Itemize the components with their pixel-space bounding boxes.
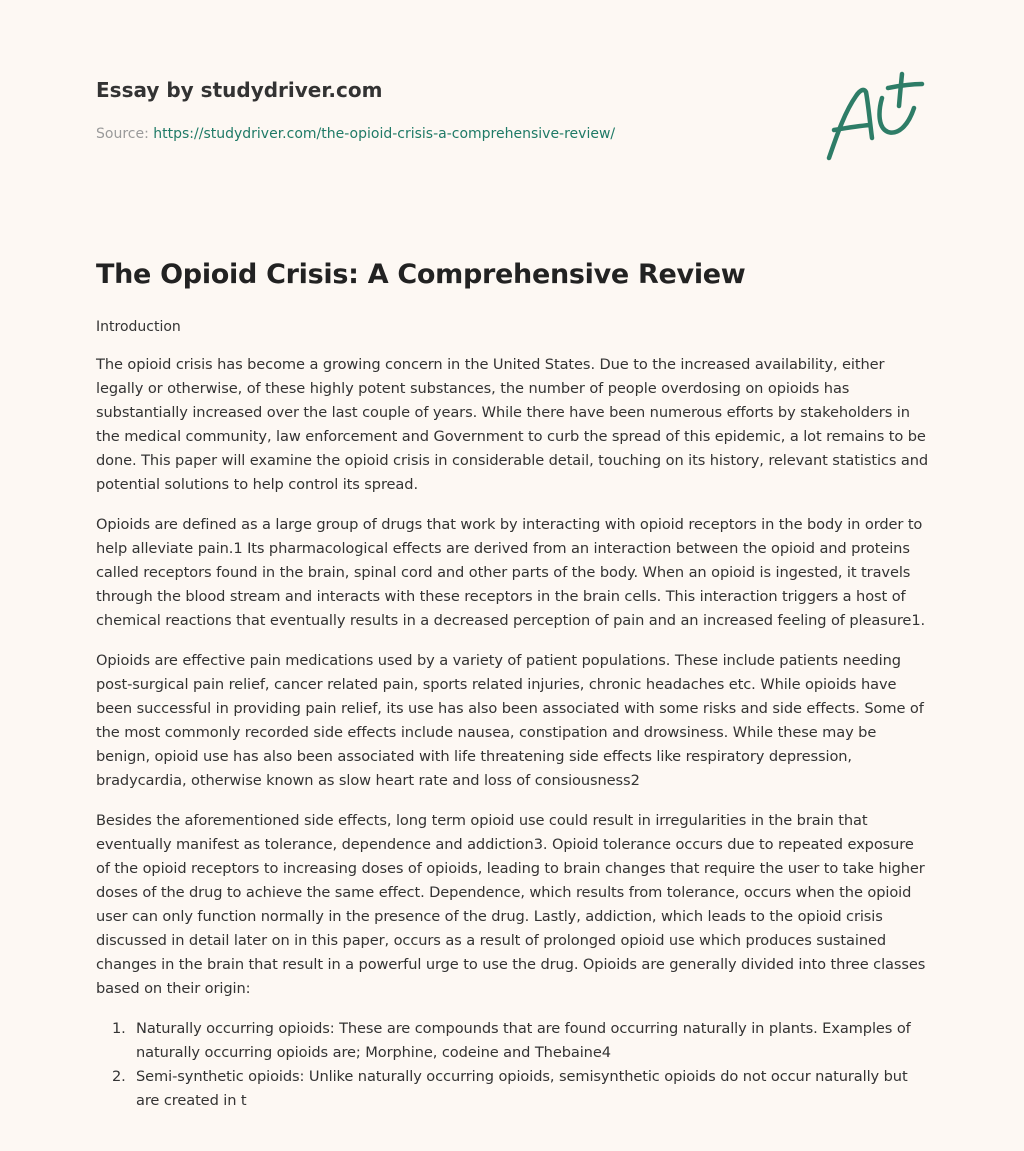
list-item-number: 1. bbox=[112, 1020, 126, 1037]
source-line bbox=[96, 124, 816, 144]
paragraph: The opioid crisis has become a growing concern in the United States. Due to the increased availability, either legally or otherwise, of these highly potent substances, the number of people overdosing on opioids has substantially increased over the last couple of years. While there have been numerous efforts by stakeholders in the medical community, law enforcement and Government to curb the spread of this epidemic, a lot remains to be done. This paper will examine the opioid crisis in considerable detail, touching on its history, relevant statistics and potential solutions to help control its spread. bbox=[96, 356, 929, 493]
list-item-number: 2. bbox=[112, 1068, 126, 1085]
paragraph: Besides the aforementioned side effects, long term opioid use could result in irregularities in the brain that eventually manifest as tolerance, dependence and addiction3. Opioid tolerance occurs due to repeated exposure of the opioid receptors to increasing doses of opioids, leading to brain changes that require the user to take higher doses of the drug to achieve the same effect. Dependence, which results from tolerance, occurs when the opioid user can only function normally in the presence of the drug. Lastly, addiction, which leads to the opioid crisis discussed in detail later on in this paper, occurs as a result of prolonged opioid use which produces sustained changes in the brain that result in a powerful urge to use the drug. Opioids are generally divided into three classes based on their origin: bbox=[96, 812, 926, 997]
article bbox=[96, 255, 932, 1113]
paragraph: Opioids are defined as a large group of drugs that work by interacting with opioid receptors in the body in order to help alleviate pain.1 Its pharmacological effects are derived from an interaction between the opioid and proteins called receptors found in the brain, spinal cord and other parts of the body. When an opioid is ingested, it travels through the blood stream and interacts with these receptors in the brain cells. This interaction triggers a host of chemical reactions that eventually results in a decreased perception of pain and an increased feeling of pleasure1. bbox=[96, 516, 926, 629]
article-title: The Opioid Crisis: A Comprehensive Review bbox=[96, 259, 746, 290]
opioid-classes-list bbox=[96, 1017, 932, 1113]
list-item-text: Naturally occurring opioids: These are compounds that are found occurring naturally in plants. Examples of naturally occurring opioids are; Morphine, codeine and Thebaine4 bbox=[136, 1020, 911, 1061]
paragraph: Opioids are effective pain medications used by a variety of patient populations. These include patients needing post-surgical pain relief, cancer related pain, sports related injuries, chronic headaches etc. While opioids have been successful in providing pain relief, its use has also been associated with some risks and side effects. Some of the most commonly recorded side effects include nausea, constipation and drowsiness. While these may be benign, opioid use has also been associated with life threatening side effects like respiratory depression, bradycardia, otherwise known as slow heart rate and loss of consiousness2 bbox=[96, 652, 924, 789]
essay-header bbox=[96, 76, 816, 144]
source-link[interactable]: https://studydriver.com/the-opioid-crisis-a-comprehensive-review/ bbox=[153, 126, 616, 142]
list-item-text: Semi-synthetic opioids: Unlike naturally occurring opioids, semisynthetic opioids do not occur naturally but are created in t bbox=[136, 1068, 908, 1109]
site-title: Essay by studydriver.com bbox=[96, 78, 383, 102]
list-item bbox=[112, 1065, 932, 1113]
list-item bbox=[112, 1017, 932, 1065]
a-plus-logo-icon bbox=[822, 68, 926, 164]
source-label: Source: bbox=[96, 126, 149, 142]
section-heading-introduction: Introduction bbox=[96, 319, 181, 335]
